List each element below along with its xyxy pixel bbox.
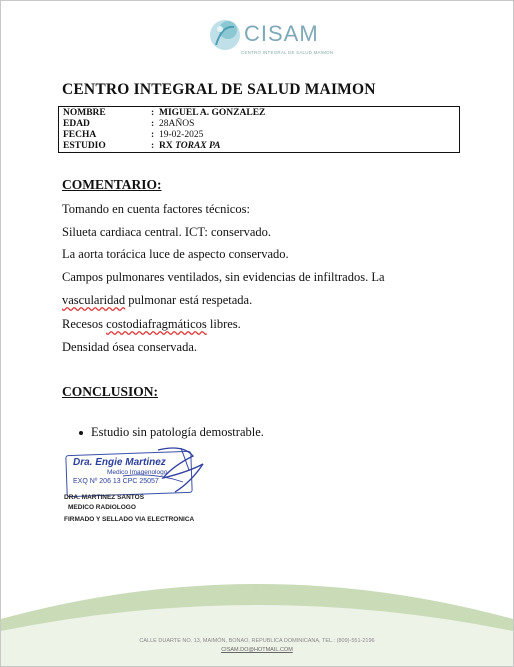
- comentario-line: La aorta torácica luce de aspecto conservado.: [62, 247, 289, 261]
- info-label: NOMBRE: [63, 108, 106, 118]
- info-sep: :: [151, 141, 155, 151]
- study-view: TORAX PA: [175, 141, 221, 151]
- conclusion-item: Estudio sin patología demostrable.: [91, 425, 264, 439]
- info-value: MIGUEL A. GONZALEZ: [159, 108, 266, 118]
- info-sep: :: [151, 108, 155, 118]
- comentario-line: Campos pulmonares ventilados, sin evidencias de infiltrados. La: [62, 270, 385, 284]
- signer-title: MEDICO RADIOLOGO: [68, 504, 136, 511]
- logo-subtitle: CENTRO INTEGRAL DE SALUD MAIMON: [241, 50, 334, 55]
- comentario-line: Silueta cardiaca central. ICT: conservado.: [62, 225, 272, 239]
- patient-info-box: [58, 106, 460, 153]
- spellcheck-word: vascularidad: [62, 293, 126, 307]
- stamp-name: Dra. Engie Martinez: [73, 457, 166, 468]
- info-label: EDAD: [63, 119, 90, 129]
- comentario-heading: COMENTARIO:: [62, 177, 162, 192]
- info-value: [159, 141, 220, 152]
- comentario-line: Tomando en cuenta factores técnicos:: [62, 202, 250, 216]
- stamp-role: Medico Imagenologo: [107, 469, 168, 476]
- study-type: RX: [159, 141, 173, 151]
- bullet-icon: [79, 431, 83, 435]
- line-text: libres.: [206, 317, 241, 331]
- line-text: pulmonar está respetada.: [125, 293, 253, 307]
- info-sep: :: [151, 130, 155, 140]
- comentario-line: [62, 293, 252, 308]
- logo-name: CISAM: [244, 21, 319, 46]
- info-value: 19-02-2025: [159, 130, 204, 140]
- line-text: Recesos: [62, 317, 107, 331]
- signer-note: FIRMADO Y SELLADO VIA ELECTRONICA: [64, 516, 195, 523]
- info-value: 28AÑOS: [159, 119, 195, 129]
- stamp-exq: EXQ Nº 206 13 CPC 25057: [73, 478, 159, 485]
- clinic-logo: [208, 15, 334, 59]
- footer-address: CALLE DUARTE NO. 13, MAIMÓN, BONAO, REPUBLICA DOMINICANA, TEL.: (809)-551-2196: [139, 638, 375, 644]
- info-label: FECHA: [63, 130, 97, 140]
- signer-name: DRA. MARTINEZ SANTOS: [64, 494, 145, 501]
- info-label: ESTUDIO: [63, 141, 106, 151]
- logo-mark-icon: [208, 15, 242, 55]
- signature-scribble-icon: [63, 442, 223, 502]
- footer-email[interactable]: CISAM.DO@HOTMAIL.COM: [221, 647, 293, 653]
- comentario-line: Densidad ósea conservada.: [62, 340, 198, 354]
- info-sep: :: [151, 119, 155, 129]
- page-title: CENTRO INTEGRAL DE SALUD MAIMON: [62, 81, 376, 98]
- spellcheck-word: costodiafragmáticos: [106, 317, 207, 331]
- comentario-line: [62, 317, 241, 332]
- conclusion-heading: CONCLUSION:: [62, 384, 159, 399]
